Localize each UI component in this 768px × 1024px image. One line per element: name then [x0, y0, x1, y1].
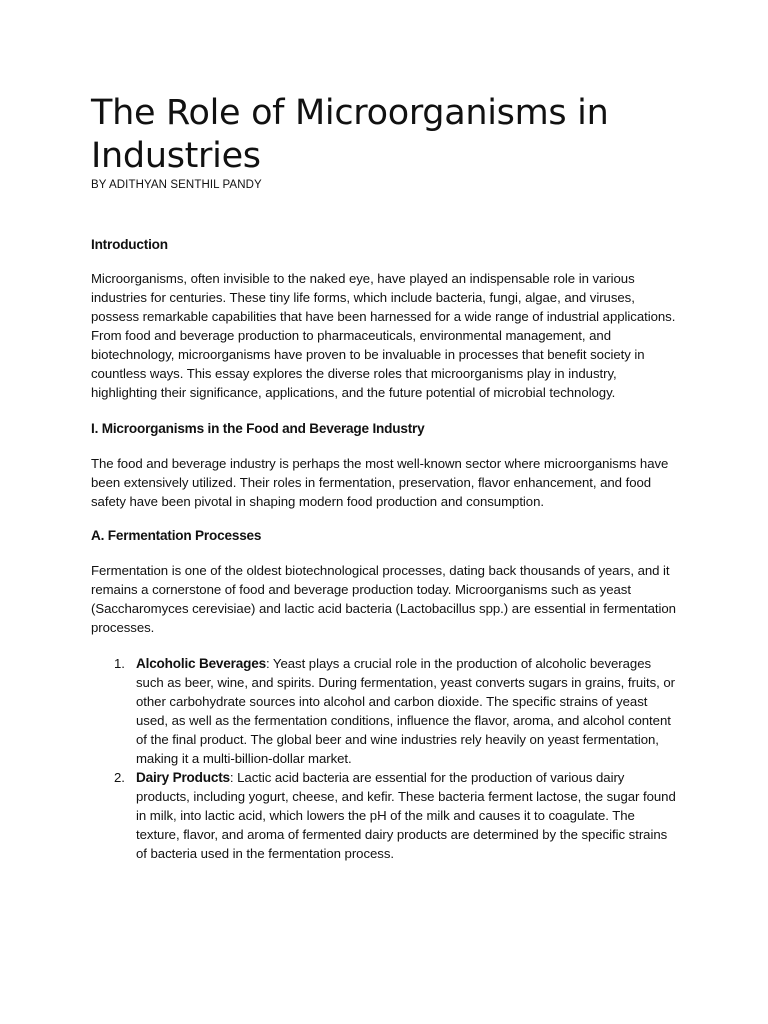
- list-item-text: : Yeast plays a crucial role in the production of alcoholic beverages such as beer, wine, and spirits. During fermentation, yeast converts sugars in grains, fruits, or other carbohydrate sources into alcohol and carbon dioxide. The specific strains of yeast used, as well as the fermentation conditions, influence the flavor, aroma, and alcohol content of the final product. The global beer and wine industries rely heavily on yeast fermentation, making it a multi-billion-dollar market.: [136, 656, 676, 766]
- list-item-term: Dairy Products: [136, 770, 230, 785]
- list-item: [91, 768, 681, 863]
- numbered-list: [91, 654, 681, 863]
- section-1-heading: I. Microorganisms in the Food and Beverage Industry: [91, 421, 425, 436]
- list-item-term: Alcoholic Beverages: [136, 656, 266, 671]
- document-title: The Role of Microorganisms in Industries: [91, 93, 609, 176]
- document-body: [91, 92, 681, 863]
- section-a-heading: A. Fermentation Processes: [91, 528, 262, 543]
- section-1-paragraph: The food and beverage industry is perhaps the most well-known sector where microorganisms have been extensively utilized. Their roles in fermentation, preservation, flavor enhancement, and food safety have been pivotal in shaping modern food production and consumption.: [91, 456, 669, 509]
- list-item-number: 1.: [114, 656, 125, 671]
- list-item: [91, 654, 681, 768]
- section-a-paragraph: Fermentation is one of the oldest biotechnological processes, dating back thousands of years, and it remains a cornerstone of food and beverage production today. Microorganisms such as yeast (Saccharomyces cerevisiae) and lactic acid bacteria (Lactobacillus spp.) are essential in fermentation processes.: [91, 563, 676, 635]
- list-item-text: : Lactic acid bacteria are essential for the production of various dairy products, including yogurt, cheese, and kefir. These bacteria ferment lactose, the sugar found in milk, into lactic acid, which lowers the pH of the milk and causes it to coagulate. The texture, flavor, and aroma of fermented dairy products are determined by the specific strains of bacteria used in the fermentation process.: [136, 770, 676, 861]
- author-byline: BY ADITHYAN SENTHIL PANDY: [91, 179, 262, 191]
- list-item-number: 2.: [114, 770, 125, 785]
- introduction-paragraph: Microorganisms, often invisible to the naked eye, have played an indispensable role in various industries for centuries. These tiny life forms, which include bacteria, fungi, algae, and viruses, possess remarkable capabilities that have been harnessed for a wide range of industrial applications. From food and beverage production to pharmaceuticals, environmental management, and biotechnology, microorganisms have proven to be invaluable in processes that benefit society in countless ways. This essay explores the diverse roles that microorganisms play in industry, highlighting their significance, applications, and the future potential of microbial technology.: [91, 271, 676, 400]
- introduction-heading: Introduction: [91, 237, 168, 252]
